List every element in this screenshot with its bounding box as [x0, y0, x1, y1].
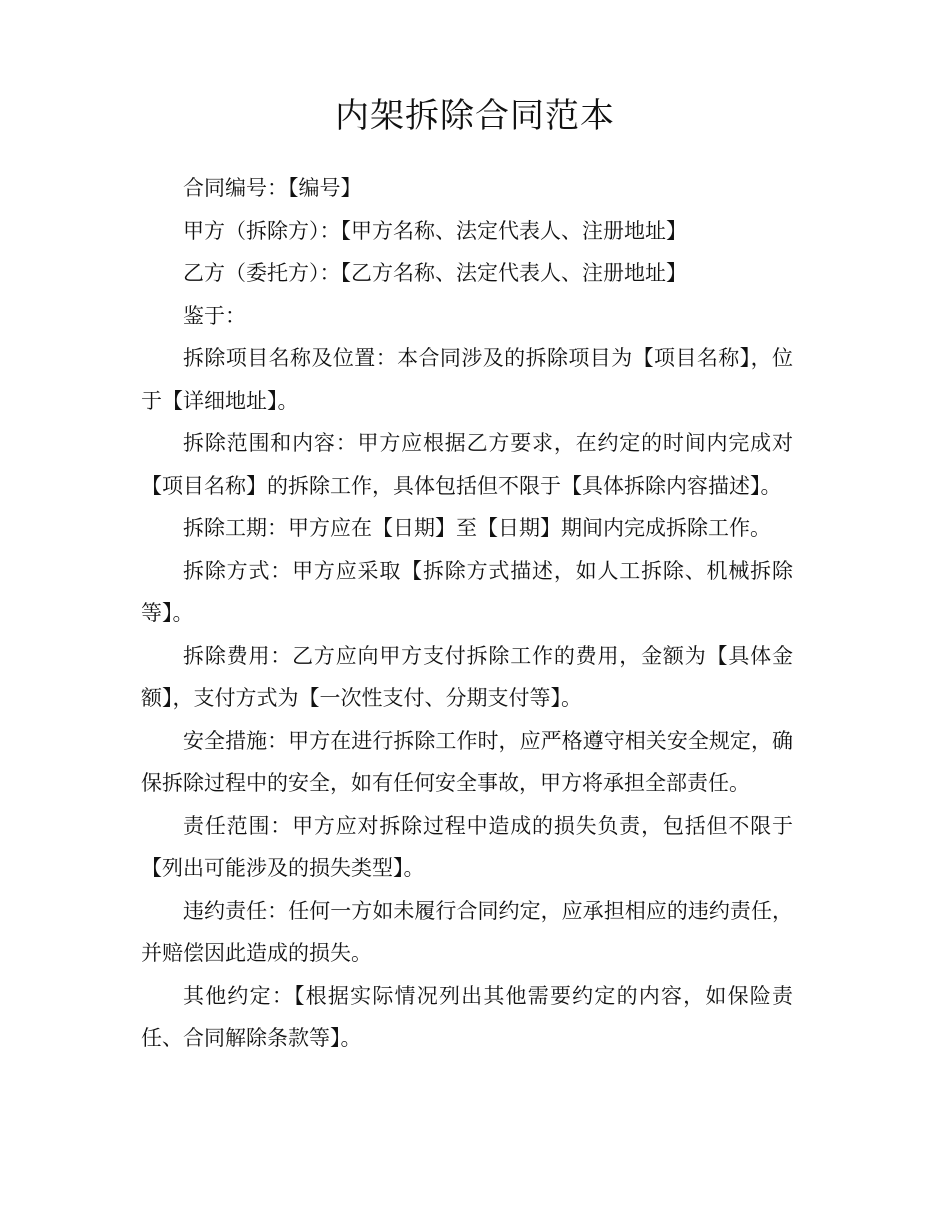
clause-breach: 违约责任：任何一方如未履行合同约定，应承担相应的违约责任，并赔偿因此造成的损失。: [141, 898, 793, 965]
document-body: [141, 167, 793, 1060]
clause-method: 拆除方式：甲方应采取【拆除方式描述，如人工拆除、机械拆除等】。: [141, 558, 793, 625]
clause-project-name-location: 拆除项目名称及位置：本合同涉及的拆除项目为【项目名称】，位于【详细地址】。: [141, 346, 793, 413]
clause-liability-scope: 责任范围：甲方应对拆除过程中造成的损失负责，包括但不限于【列出可能涉及的损失类型】。: [141, 813, 793, 880]
clause-schedule: 拆除工期：甲方应在【日期】至【日期】期间内完成拆除工作。: [183, 516, 771, 540]
whereas-line: 鉴于：: [183, 303, 246, 328]
document-title: 内架拆除合同范本: [335, 96, 615, 136]
clause-fee: 拆除费用：乙方应向甲方支付拆除工作的费用，金额为【具体金额】，支付方式为【一次性支付、分期支付等】。: [141, 643, 793, 710]
clause-scope-content: 拆除范围和内容：甲方应根据乙方要求，在约定的时间内完成对【项目名称】的拆除工作，具体包括但不限于【具体拆除内容描述】。: [141, 431, 793, 498]
clause-safety: 安全措施：甲方在进行拆除工作时，应严格遵守相关安全规定，确保拆除过程中的安全，如有任何安全事故，甲方将承担全部责任。: [141, 728, 793, 795]
party-b-line: 乙方（委托方）：【乙方名称、法定代表人、注册地址】: [183, 261, 687, 285]
contract-number-line: 合同编号：【编号】: [183, 176, 362, 200]
party-a-line: 甲方（拆除方）：【甲方名称、法定代表人、注册地址】: [183, 218, 687, 243]
clause-other: 其他约定：【根据实际情况列出其他需要约定的内容，如保险责任、合同解除条款等】。: [141, 983, 793, 1050]
